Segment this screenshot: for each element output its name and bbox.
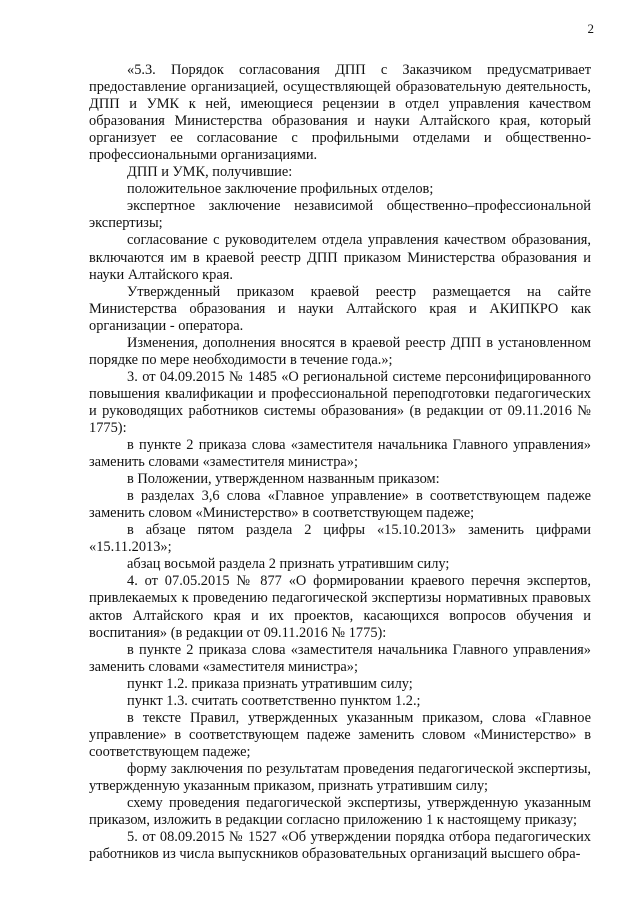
paragraph-item-4: 4. от 07.05.2015 № 877 «О формировании краевого перечня экспертов, привлекаемых к проведению педагогической экспертизы нормативных правовых актов Алтайского края и их проектов, касающихся вопросов обучения и воспитания» (в редакции от 09.11.2016 № 1775): [89,573,591,641]
paragraph-registry-published: Утвержденный приказом краевой реестр размещается на сайте Министерства образования и науки Алтайского края и АКИПКРО как организации - оператора. [89,283,591,334]
paragraph-expert-conclusion: экспертное заключение независимой общественно–профессиональной экспертизы; [89,198,591,232]
paragraph-approval: согласование с руководителем отдела управления качеством образования, включаются им в краевой реестр ДПП приказом Министерства образования и науки Алтайского края. [89,232,591,283]
paragraph-item-3-sections: в разделах 3,6 слова «Главное управление» в соответствующем падеже заменить словом «Министерство» в соответствующем падеже; [89,488,591,522]
document-body [89,62,591,863]
paragraph-positive-conclusion: положительное заключение профильных отделов; [127,181,434,198]
paragraph-registry-changes: Изменения, дополнения вносятся в краевой реестр ДПП в установленном порядке по мере необходимости в течение года.»; [89,334,591,368]
page-number: 2 [587,21,594,36]
paragraph-item-5: 5. от 08.09.2015 № 1527 «Об утверждении порядка отбора педагогических работников из числа выпускников образовательных организаций высшего обра- [89,829,591,863]
paragraph-dpp-umk: ДПП и УМК, получившие: [127,164,293,181]
paragraph-5-3: «5.3. Порядок согласования ДПП с Заказчиком предусматривает предоставление организацией, осуществляющей образовательную деятельность, ДПП и УМК к ней, имеющиеся рецензии в отдел управления качеством образования Министерства образования и науки Алтайского края, который организует ее согласование с профильными отделами и общественно-профессиональными организациями. [89,62,591,164]
paragraph-item-3: 3. от 04.09.2015 № 1485 «О региональной системе персонифицированного повышения квалификации и профессиональной переподготовки педагогических и руководящих работников системы образования» (в редакции от 09.11.2016 № 1775): [89,368,591,436]
paragraph-item-4-point-2: в пункте 2 приказа слова «заместителя начальника Главного управления» заменить словами «заместителя министра»; [89,641,591,675]
paragraph-item-4-point-1-2: пункт 1.2. приказа признать утратившим силу; [127,675,413,692]
paragraph-item-3-eighth: абзац восьмой раздела 2 признать утратившим силу; [127,556,450,573]
paragraph-item-4-point-1-3: пункт 1.3. считать соответственно пунктом 1.2.; [127,692,421,709]
paragraph-item-4-scheme: схему проведения педагогической экспертизы, утвержденную указанным приказом, изложить в редакции согласно приложению 1 к настоящему приказу; [89,795,591,829]
paragraph-item-3-date: в абзаце пятом раздела 2 цифры «15.10.2013» заменить цифрами «15.11.2013»; [89,522,591,556]
paragraph-item-4-rules: в тексте Правил, утвержденных указанным приказом, слова «Главное управление» в соответствующем падеже заменить словом «Министерство» в соответствующем падеже; [89,709,591,760]
paragraph-item-4-form: форму заключения по результатам проведения педагогической экспертизы, утвержденную указанным приказом, признать утратившим силу; [89,760,591,794]
paragraph-item-3-regulation: в Положении, утвержденном названным приказом: [127,471,440,488]
paragraph-item-3-point-2: в пункте 2 приказа слова «заместителя начальника Главного управления» заменить словами «заместителя министра»; [89,437,591,471]
